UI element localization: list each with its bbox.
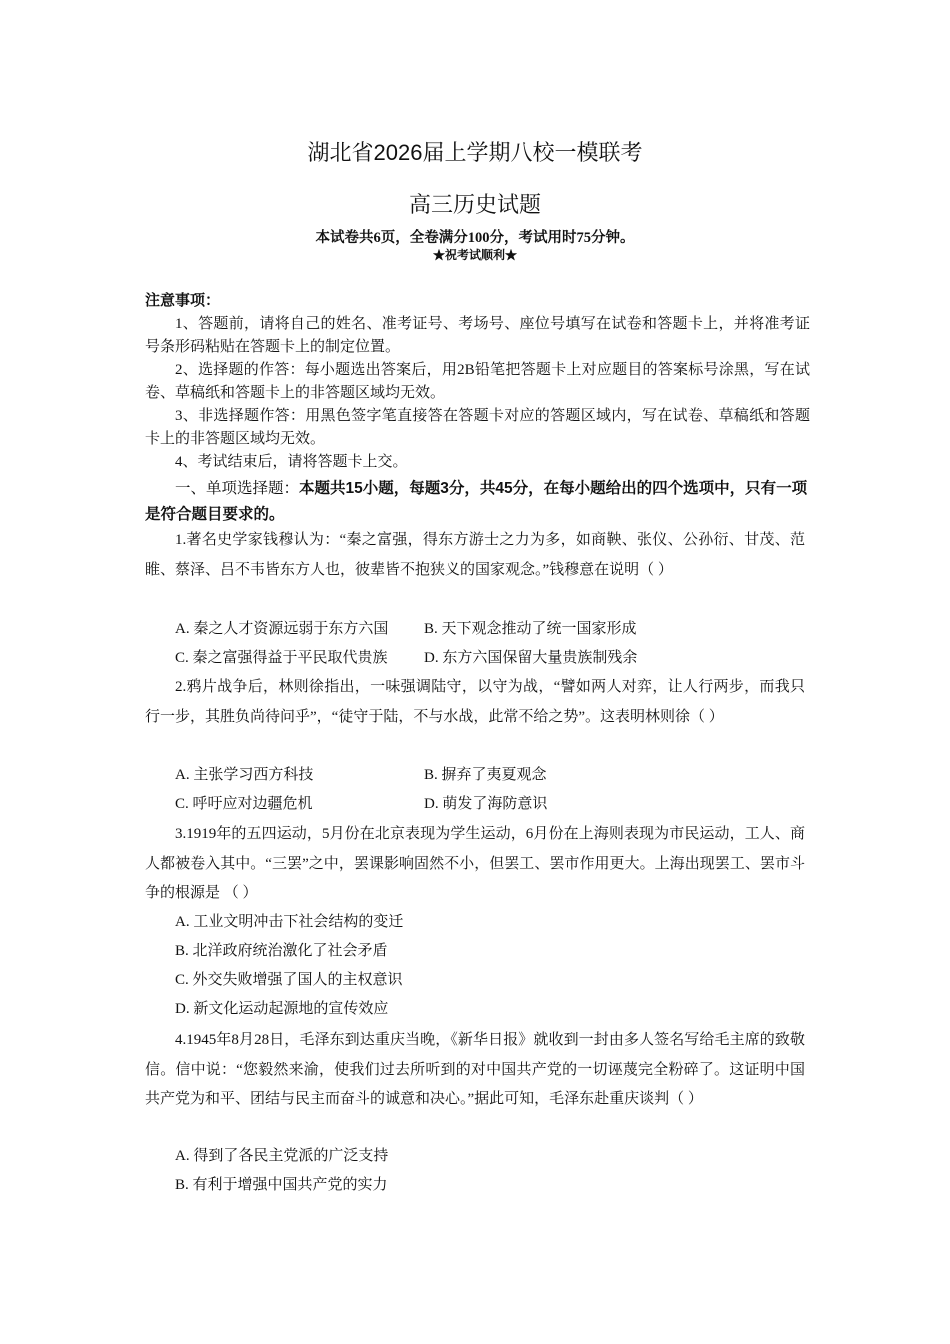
notice-item: 4、考试结束后，请将答题卡上交。 xyxy=(175,454,408,470)
question-2-option-a: A. 主张学习西方科技 xyxy=(175,767,314,783)
question-3-option-d: D. 新文化运动起源地的宣传效应 xyxy=(175,1001,389,1017)
question-3-option-c: C. 外交失败增强了国人的主权意识 xyxy=(175,972,403,988)
question-3-stem: 3.1919年的五四运动，5月份在北京表现为学生运动，6月份在上海则表现为市民运动，工人、商人都被卷入其中。“三罢”之中，罢课影响固然不小，但罢工、罢市作用更大。上海出现罢工、罢市斗争的根源是 （ ） xyxy=(145,826,805,901)
question-3-option-b: B. 北洋政府统治激化了社会矛盾 xyxy=(175,943,388,959)
question-1-option-a: A. 秦之人才资源远弱于东方六国 xyxy=(175,621,389,637)
question-1-option-c: C. 秦之富强得益于平民取代贵族 xyxy=(175,650,388,666)
question-4-option-b: B. 有利于增强中国共产党的实力 xyxy=(175,1177,388,1193)
section-heading xyxy=(145,476,810,528)
question-1-stem: 1.著名史学家钱穆认为：“秦之富强，得东方游士之力为多，如商鞅、张仪、公孙衍、甘茂、范睢、蔡泽、吕不韦皆东方人也，彼辈皆不抱狭义的国家观念。”钱穆意在说明（ ） xyxy=(145,532,805,578)
question-2-stem: 2.鸦片战争后，林则徐指出，一味强调陆守，以守为战，“譬如两人对弈，让人行两步，而我只行一步，其胜负尚待问乎”，“徒守于陆，不与水战，此常不给之势”。这表明林则徐（ ） xyxy=(145,679,805,725)
section-text: 本题共15小题，每题3分，共45分，在每小题给出的四个选项中，只有一项是符合题目要求的。 xyxy=(145,480,808,523)
notice-heading: 注意事项： xyxy=(145,293,221,309)
question-4-option-a: A. 得到了各民主党派的广泛支持 xyxy=(175,1148,389,1164)
question-2-option-c: C. 呼吁应对边疆危机 xyxy=(175,796,313,812)
notice-item: 2、选择题的作答：每小题选出答案后，用2B铅笔把答题卡上对应题目的答案标号涂黑，写在试卷、草稿纸和答题卡上的非答题区域均无效。 xyxy=(145,362,810,401)
notice-item: 3、非选择题作答：用黑色签字笔直接答在答题卡对应的答题区域内，写在试卷、草稿纸和答题卡上的非答题区域均无效。 xyxy=(145,408,810,447)
exam-title: 湖北省2026届上学期八校一模联考 xyxy=(307,140,643,165)
question-1-option-b: B. 天下观念推动了统一国家形成 xyxy=(424,621,637,637)
exam-info: 本试卷共6页，全卷满分100分，考试用时75分钟。 xyxy=(315,230,635,246)
section-prefix: 一、单项选择题： xyxy=(175,480,300,497)
exam-subtitle: 高三历史试题 xyxy=(408,192,541,217)
question-2-option-b: B. 摒弃了夷夏观念 xyxy=(424,767,547,783)
exam-wish: ★祝考试顺利★ xyxy=(432,248,517,262)
question-3-option-a: A. 工业文明冲击下社会结构的变迁 xyxy=(175,914,404,930)
question-1-option-d: D. 东方六国保留大量贵族制残余 xyxy=(424,650,638,666)
notice-list xyxy=(145,313,810,474)
notice-item: 1、答题前，请将自己的姓名、准考证号、考场号、座位号填写在试卷和答题卡上，并将准考证号条形码粘贴在答题卡上的制定位置。 xyxy=(145,316,810,355)
question-2-option-d: D. 萌发了海防意识 xyxy=(424,796,548,812)
question-4-stem: 4.1945年8月28日，毛泽东到达重庆当晚，《新华日报》就收到一封由多人签名写给毛主席的致敬信。信中说：“您毅然来渝，使我们过去所听到的对中国共产党的一切诬蔑完全粉碎了。这证明中国共产党为和平、团结与民主而奋斗的诚意和决心。”据此可知，毛泽东赴重庆谈判（ ） xyxy=(145,1032,805,1107)
